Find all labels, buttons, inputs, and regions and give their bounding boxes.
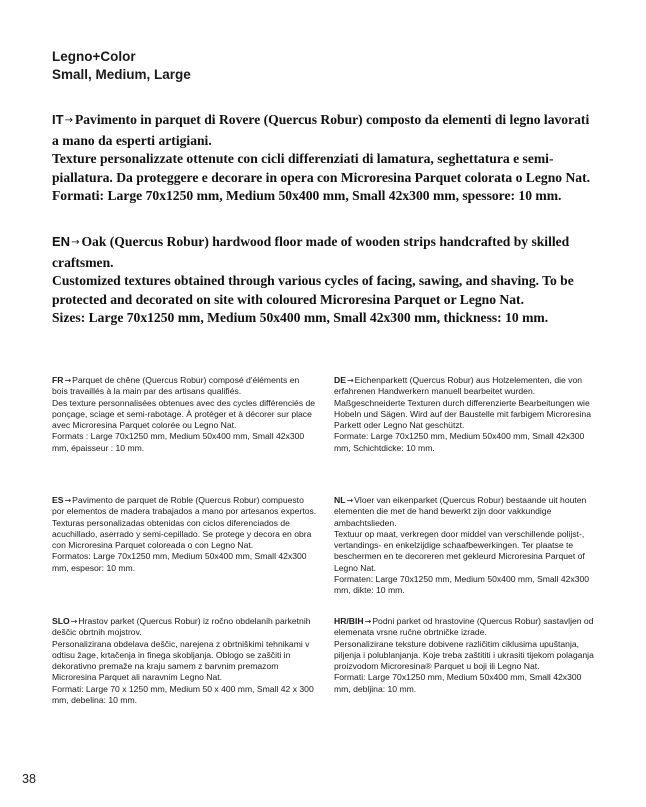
en-intro: EN→ Oak (Quercus Robur) hardwood floor made of wooden strips handcrafted by skilled craftsmen. [52,234,570,270]
en-textures: Customized textures obtained through various cycles of facing, sawing, and shaving. To be protected and decorated on site with coloured Microresina Parquet or Legno Nat. [52,273,574,307]
description-it [52,111,597,206]
lang-code-it: IT [52,112,64,127]
description-nl: NL→Vloer van eikenparket (Quercus Robur) bestaande uit houten elementen die met de hand bewerkt zijn door vakkundige ambachtslieden. Textuur op maat, verkregen door middel van verschillende polijst-, vertandings- en enkelzijdige schaafbewerkingen. Ter plaatse te beschermen en te decoreren met gekleurd Microresina Parquet of Legno Nat. Formaten: Large 70x1250 mm, Medium 50x400 mm, Small 42x300 mm, dikte: 10 mm. [334,495,590,596]
it-textures: Texture personalizzate ottenute con cicli differenziati di lamatura, seghettatura e semi-piallatura. Da proteggere e decorare in opera con Microresina Parquet colorata o Legno Nat. [52,151,590,185]
description-fr: FR→Parquet de chêne (Quercus Robur) composé d'éléments en bois travaillés à la main par des artisans qualifiés. Des texture personnalisées obtenues avec des cycles différenciés de ponçage, sciage et semi-rabotage. À protéger et à décorer sur place avec Microresina Parquet colorée ou Legno Nat. Formats : Large 70x1250 mm, Medium 50x400 mm, Small 42x300 mm, épaisseur : 10 mm. [52,375,316,453]
product-header [52,48,191,84]
product-sizes: Small, Medium, Large [52,67,191,82]
description-slo: SLO→Hrastov parket (Quercus Robur) iz ročno obdelanih parketnih deščic obrtnih mojstrov. Personalizirana obdelava deščic, narejena z obrtniškimi tehnikami v odtisu žage, krtačenja in finega skobljanja. Oblogo se zaščiti in dekorativno premaže na kraju samem z barvnim premazom Microresina Parquet ali naravnim Legno Nat. Formati: Large 70 x 1250 mm, Medium 50 x 400 mm, Small 42 x 300 mm, debelina: 10 mm. [52,616,314,706]
product-title: Legno+Color [52,49,136,64]
description-hr: HR/BIH→Podni parket od hrastovine (Quercus Robur) sastavljen od elemenata vrsne ručne obrtničke izrade. Personalizirane teksture dobivene različitim ciklusima upuštanja, piljenja i polublanjanja. Koje treba zaštititi i ukrasiti tijekom polaganja proizvodom Microresina® Parquet u boji ili Legno Nat. Formati: Large 70x1250 mm, Medium 50x400 mm, Small 42x300 mm, debljina: 10 mm. [334,616,594,694]
lang-code-es: ES [52,495,64,505]
arrow-right-icon: → [64,496,72,505]
lang-code-fr: FR [52,375,64,385]
lang-code-hr: HR/BIH [334,616,364,626]
arrow-right-icon: → [71,237,80,248]
description-es: ES→Pavimento de parquet de Roble (Quercus Robur) compuesto por elementos de madera trabajados a mano por artesanos expertos. Texturas personalizadas obtenidas con ciclos diferenciados de acuchillado, aserrado y semi-cepillado. Se protege y decora en obra con Microresina Parquet coloreada o con Legno Nat. Formatos: Large 70x1250 mm, Medium 50x400 mm, Small 42x300 mm, espesor: 10 mm. [52,495,317,573]
lang-code-slo: SLO [52,616,70,626]
arrow-right-icon: → [64,115,73,126]
en-formats: Sizes: Large 70x1250 mm, Medium 50x400 mm, Small 42x300 mm, thickness: 10 mm. [52,310,549,326]
lang-code-nl: NL [334,495,346,505]
it-intro: IT→ Pavimento in parquet di Rovere (Quercus Robur) composto da elementi di legno lavorati a mano da esperti artigiani. [52,112,590,148]
lang-code-en: EN [52,234,71,249]
arrow-right-icon: → [364,617,372,626]
description-de: DE→Eichenparkett (Quercus Robur) aus Holzelementen, die von erfahrenen Handwerkern manuell bearbeitet wurden. Maßgeschneiderte Texturen durch differenzierte Bearbeitungen wie Hobeln und Sägen. Wird auf der Baustelle mit farbigem Microresina Parkett oder Legno Nat geschützt. Formate: Large 70x1250 mm, Medium 50x400 mm, Small 42x300 mm, Schichtdicke: 10 mm. [334,375,591,453]
arrow-right-icon: → [64,376,72,385]
it-formats: Formati: Large 70x1250 mm, Medium 50x400 mm, Small 42x300 mm, spessore: 10 mm. [52,188,562,204]
page-number: 38 [22,772,36,786]
lang-code-de: DE [334,375,346,385]
arrow-right-icon: → [346,376,354,385]
arrow-right-icon: → [346,496,354,505]
description-en [52,233,597,328]
arrow-right-icon: → [70,617,78,626]
